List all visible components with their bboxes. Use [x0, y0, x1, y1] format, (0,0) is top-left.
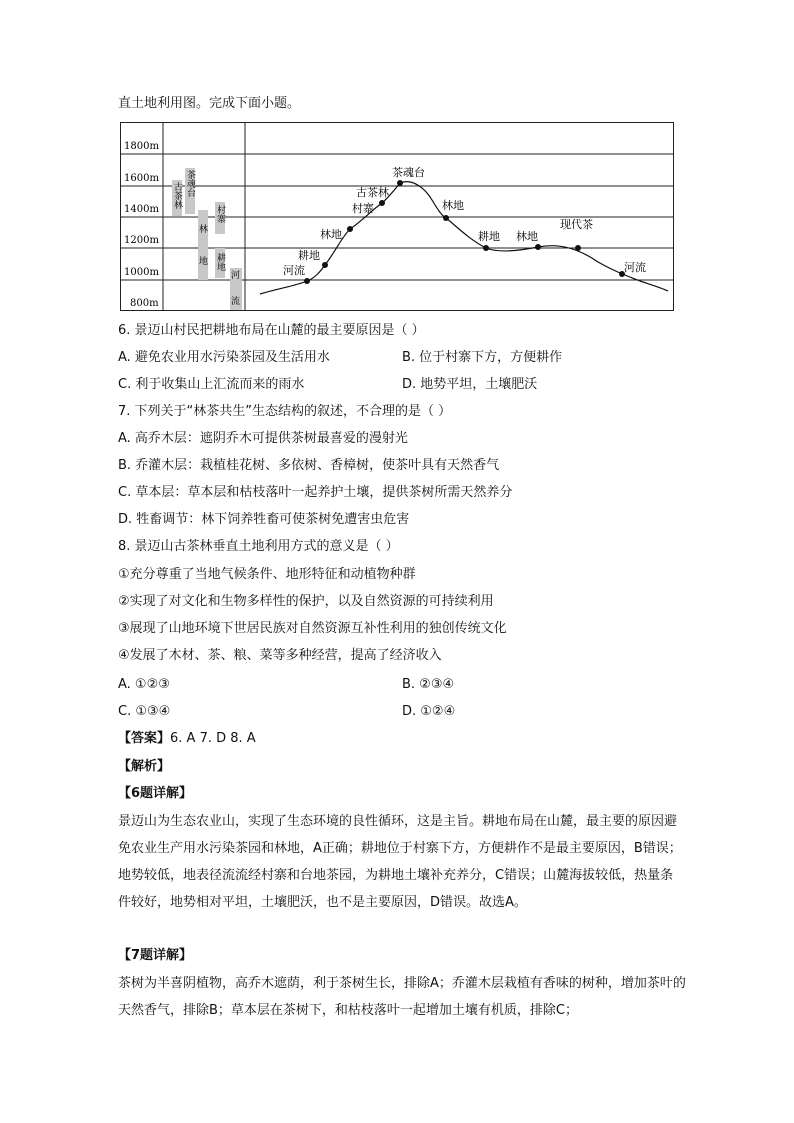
- elev-label: 800m: [130, 298, 159, 309]
- left-label: 林: [199, 225, 209, 235]
- question-7-stem: 7. 下列关于“林茶共生”生态结构的叙述，不合理的是（ ）: [118, 404, 452, 419]
- question-8-option-d: D. ①②④: [402, 704, 456, 719]
- detail-7-label: 【7题详解】: [118, 948, 193, 963]
- answer-line: [118, 730, 256, 748]
- question-8-statement: ①充分尊重了当地气候条件、地形特征和动植物种群: [118, 567, 416, 582]
- profile-label: 茶魂台: [392, 166, 425, 179]
- question-7-option-d: D. 牲畜调节：林下饲养牲畜可使茶树免遭害虫危害: [118, 512, 410, 527]
- profile-point: [322, 262, 328, 268]
- question-7-option-c: C. 草本层：草本层和枯枝落叶一起养护土壤，提供茶树所需天然养分: [118, 485, 513, 500]
- profile-label: 河流: [624, 261, 646, 274]
- question-8-option-b: B. ②③④: [402, 677, 455, 692]
- profile-label: 村寨: [352, 202, 374, 215]
- analysis-label: 【解析】: [118, 759, 171, 774]
- profile-label: 现代茶: [560, 218, 593, 231]
- answer-text: 6. A 7. D 8. A: [170, 731, 256, 746]
- elev-label: 1200m: [124, 235, 159, 246]
- left-label: 茶魂台: [185, 170, 195, 197]
- profile-point: [379, 200, 385, 206]
- profile-label: 耕地: [298, 249, 320, 262]
- question-6-option-b: B. 位于村寨下方，方便耕作: [402, 350, 563, 365]
- left-label: 耕地: [215, 253, 225, 271]
- left-label: 地: [199, 257, 209, 267]
- question-7-option-a: A. 高乔木层：遮阴乔木可提供茶树最喜爱的漫射光: [118, 431, 408, 446]
- profile-label: 林地: [320, 228, 342, 241]
- question-8-statement: ④发展了木材、茶、粮、菜等多种经营，提高了经济收入: [118, 648, 442, 663]
- question-6-option-c: C. 利于收集山上汇流而来的雨水: [118, 377, 305, 392]
- detail-6-label: 【6题详解】: [118, 786, 193, 801]
- question-7-option-b: B. 乔灌木层：栽植桂花树、多依树、香樟树，使茶叶具有天然香气: [118, 458, 500, 473]
- intro-text: 直土地利用图。完成下面小题。: [118, 96, 301, 111]
- elev-label: 1000m: [124, 267, 159, 278]
- question-8-statement: ②实现了对文化和生物多样性的保护，以及自然资源的可持续利用: [118, 594, 494, 609]
- left-label: 河: [231, 271, 241, 281]
- profile-label: 林地: [516, 230, 538, 243]
- left-label: 古茶林: [172, 182, 182, 209]
- profile-label: 耕地: [478, 230, 500, 243]
- profile-point: [575, 245, 581, 251]
- left-label: 村寨: [215, 205, 225, 223]
- question-8-option-c: C. ①③④: [118, 704, 171, 719]
- land-use-figure: [120, 122, 675, 312]
- question-6-option-d: D. 地势平坦，土壤肥沃: [402, 377, 538, 392]
- profile-label: 古茶林: [356, 186, 389, 199]
- question-8-statement: ③展现了山地环境下世居民族对自然资源互补性利用的独创传统文化: [118, 621, 507, 636]
- profile-label: 河流: [283, 264, 305, 277]
- elev-label: 1600m: [124, 173, 159, 184]
- question-6-stem: 6. 景迈山村民把耕地布局在山麓的最主要原因是（ ）: [118, 323, 425, 338]
- detail-7-text: 茶树为半喜阴植物，高乔木遮荫，利于茶树生长，排除A；乔灌木层栽植有香味的树种，增加茶叶的天然香气，排除B；草本层在茶树下，和枯枝落叶一起增加土壤有机质，排除C；: [118, 976, 686, 1018]
- profile-point: [535, 244, 541, 250]
- question-8-stem: 8. 景迈山古茶林垂直土地利用方式的意义是（ ）: [118, 539, 399, 554]
- elev-label: 1800m: [124, 141, 159, 152]
- profile-label: 林地: [442, 199, 464, 212]
- profile-point: [347, 226, 353, 232]
- question-8-option-a: A. ①②③: [118, 677, 170, 692]
- bar-forest: [198, 210, 208, 280]
- answer-label: 【答案】: [118, 731, 171, 746]
- elev-label: 1400m: [124, 204, 159, 215]
- question-6-option-a: A. 避免农业用水污染茶园及生活用水: [118, 350, 330, 365]
- profile-point: [483, 245, 489, 251]
- profile-point: [304, 278, 310, 284]
- profile-point: [397, 180, 403, 186]
- profile-point: [443, 215, 449, 221]
- detail-6-text: 景迈山为生态农业山，实现了生态环境的良性循环，这是主旨。耕地布局在山麓，最主要的原因避免农业生产用水污染茶园和林地，A正确；耕地位于村寨下方，方便耕作不是最主要原因，B错误；地势较低，地表径流流经村寨和台地茶园，为耕地土壤补充养分，C错误；山麓海拔较低，热量条件较好，地势相对平坦，土壤肥沃，也不是主要原因，D错误。故选A。: [118, 814, 682, 910]
- left-label: 流: [231, 297, 241, 307]
